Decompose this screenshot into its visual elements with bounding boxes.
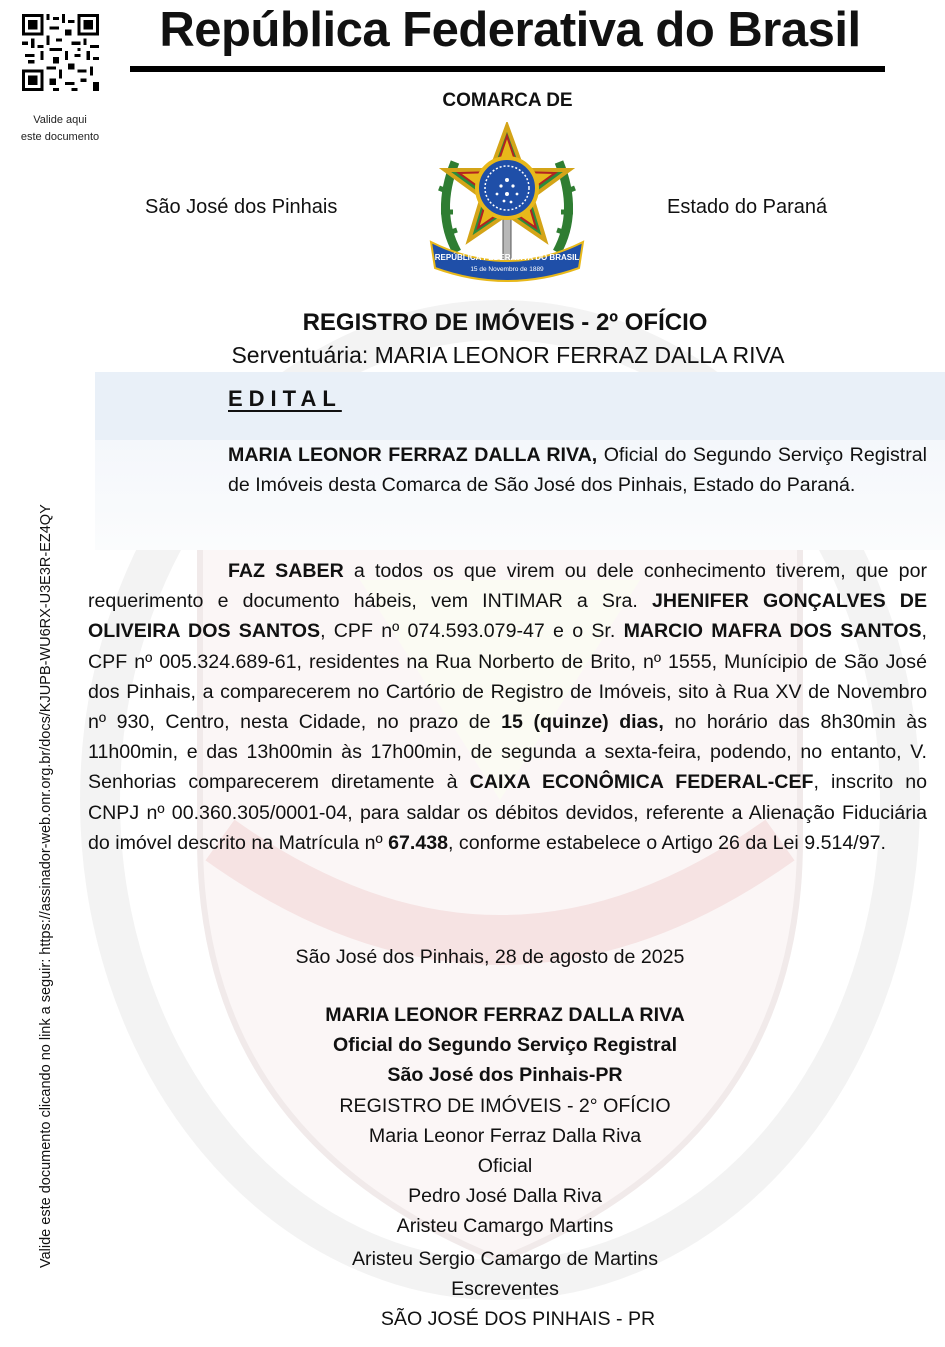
page-title: República Federativa do Brasil: [159, 3, 861, 57]
qr-caption-line2: este documento: [20, 131, 100, 143]
registration-number: 67.438: [388, 831, 449, 854]
intro-text: Oficial do Segundo Serviço Registral de Imóveis desta Comarca de São José dos Pinhais, Estado do Paraná.: [228, 444, 927, 497]
debtor-name-2: MARCIO MAFRA DOS SANTOS: [623, 620, 922, 643]
qr-code-icon[interactable]: [22, 14, 99, 91]
watermark-band: [95, 372, 945, 440]
comarca-label: COMARCA DE: [442, 90, 573, 111]
title-divider: [130, 66, 885, 72]
state-name: Estado do Paraná: [667, 196, 828, 218]
intro-paragraph: [228, 440, 927, 500]
stamp-line-clerks-label: Escreventes: [451, 1278, 559, 1300]
intro-name: MARIA LEONOR FERRAZ DALLA RIVA,: [228, 444, 598, 466]
registrar-name: Serventuária: MARIA LEONOR FERRAZ DALLA RIVA: [231, 342, 785, 368]
stamp-line-city: SÃO JOSÉ DOS PINHAIS - PR: [380, 1308, 656, 1330]
date-line: São José dos Pinhais, 28 de agosto de 2025: [295, 946, 685, 968]
stamp-line-clerk-1: Pedro José Dalla Riva: [408, 1185, 602, 1207]
notice-text-4: no horário das 8h30min às 11h00min, e das 13h00min às 17h00min, de segunda a sexta-feira, podendo, no entanto, V. Senhorias comparecerem diretamente à: [88, 711, 927, 794]
notice-text-2: , CPF nº 074.593.079-47 e o Sr.: [320, 620, 624, 643]
svg-text:REPÚBLICA FEDERATIVA DO BRASIL: REPÚBLICA FEDERATIVA DO BRASIL: [434, 253, 580, 262]
notice-text-5: , inscrito no CNPJ nº 00.360.305/0001-04, para saldar os débitos devidos, referente a Alienação Fiduciária do imóvel descrito na Matrícula nº: [88, 771, 927, 854]
stamp-line-clerk-3: Aristeu Sergio Camargo de Martins: [351, 1248, 658, 1270]
stamp-line-registrar: Maria Leonor Ferraz Dalla Riva: [368, 1125, 642, 1147]
faz-saber: FAZ SABER: [228, 560, 344, 582]
svg-text:15 de Novembro de 1889: 15 de Novembro de 1889: [470, 266, 544, 273]
notice-text-3: , CPF nº 005.324.689-61, residentes na Rua Norberto de Brito, nº 1555, Munícipio de São José dos Pinhais, a comparecerem no Cartório de Registro de Imóveis, sito à Rua XV de Novembro nº 930, Centro, nesta Cidade, no prazo de: [88, 620, 927, 734]
validation-link[interactable]: Valide este documento clicando no link a seguir: https://assinador-web.onr.org.br/docs/KJUPB-WU6RX-U3E3R-EZ4QY: [38, 504, 54, 1268]
signatory-name: MARIA LEONOR FERRAZ DALLA RIVA: [325, 1004, 685, 1026]
registry-office-heading: REGISTRO DE IMÓVEIS - 2º OFÍCIO: [302, 309, 708, 336]
debtor-name-1: JHENIFER GONÇALVES DE OLIVEIRA DOS SANTOS: [88, 590, 928, 643]
stamp-line-clerk-2: Aristeu Camargo Martins: [396, 1215, 614, 1237]
stamp-line-office: REGISTRO DE IMÓVEIS - 2° OFÍCIO: [339, 1095, 671, 1117]
creditor-name: CAIXA ECONÔMICA FEDERAL-CEF: [469, 771, 814, 794]
city-name: São José dos Pinhais: [145, 196, 338, 218]
notice-text-1: a todos os que virem ou dele conhecimento tiverem, que por requerimento e documento hábeis, vem INTIMAR a Sra.: [88, 560, 927, 613]
brazil-coat-of-arms-icon: [427, 122, 587, 284]
signatory-place: São José dos Pinhais-PR: [387, 1064, 623, 1086]
notice-text-6: , conforme estabelece o Artigo 26 da Lei 9.514/97.: [448, 831, 886, 854]
edital-heading: EDITAL: [228, 386, 342, 411]
stamp-line-title: Oficial: [477, 1155, 533, 1177]
qr-caption-line1: Valide aqui: [33, 114, 87, 126]
deadline: 15 (quinze) dias,: [501, 711, 664, 734]
notice-paragraph: [88, 556, 927, 858]
signatory-role: Oficial do Segundo Serviço Registral: [332, 1034, 678, 1056]
